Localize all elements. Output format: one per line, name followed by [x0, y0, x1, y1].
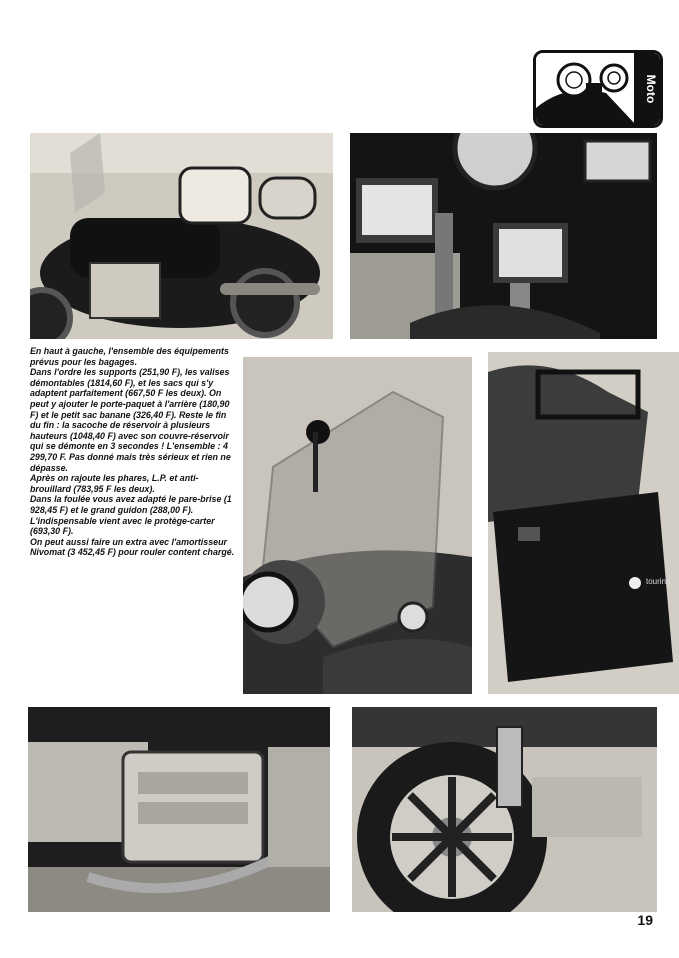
magazine-logo [533, 50, 663, 128]
caption-line: En haut à gauche, l'ensemble des équipements prévus pour les bagages. [30, 346, 229, 367]
caption-line: Dans l'ordre les supports (251,90 F), les valises démontables (1814,60 F), et les sacs qui s'y adaptent parfaitement (667,50 F les deux). On peut y ajouter le porte-paquet à l'arrière (180,90 F) et le petit sac banane (326,40 F). Reste le fin du fin : la sacoche de réservoir à plusieurs hauteurs (1048,40 F) avec son couvre-réservoir qui se démonte en 3 secondes ! L'ensemble : 4 299,70 F. Pas donné mais très sérieux et rien ne dépasse. [30, 367, 231, 473]
headlights-photo [350, 133, 657, 339]
logo-text: Moto [644, 74, 658, 104]
photo-caption [30, 346, 235, 558]
engine-guard-photo [28, 707, 330, 912]
caption-line: Après on rajoute les phares, L.P. et anti-brouillard (783,95 F les deux). [30, 473, 199, 494]
caption-line: Dans la foulée vous avez adapté le pare-brise (1 928,45 F) et le grand guidon (288,00 F). [30, 494, 232, 515]
caption-line: L'indispensable vient avec le protège-carter (693,30 F). [30, 515, 215, 537]
logo-dashboard-graphic [536, 53, 660, 125]
windshield-photo [243, 357, 472, 694]
motorcycle-with-luggage-photo [30, 133, 333, 339]
caption-line: On peut aussi faire un extra avec l'amortisseur Nivomat (3 452,45 F) pour rouler content chargé. [30, 536, 235, 558]
saddlebags-photo [488, 352, 679, 694]
rear-wheel-shock-photo [352, 707, 657, 912]
page-number: 19 [637, 912, 653, 928]
touring-badge-text: touring [646, 577, 671, 586]
